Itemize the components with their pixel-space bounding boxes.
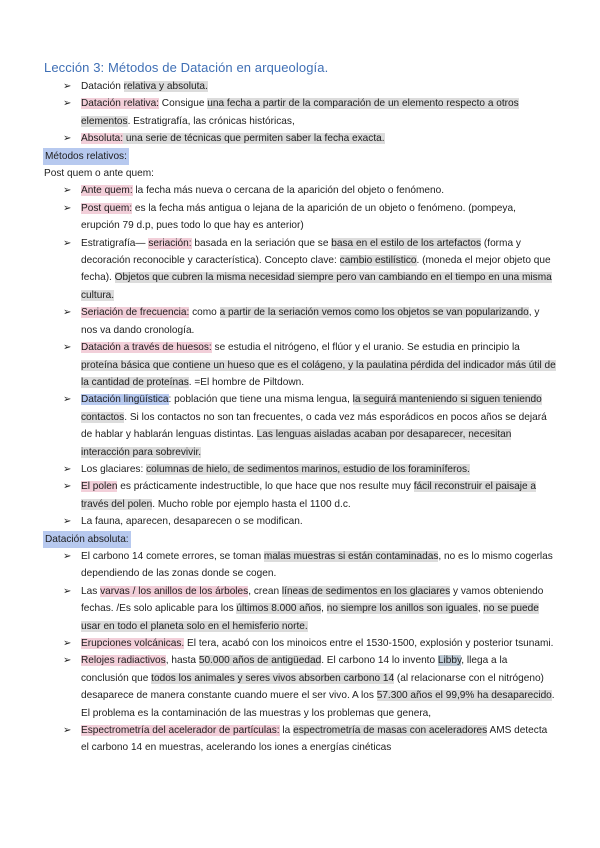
- page-title: Lección 3: Métodos de Datación en arqueología.: [44, 60, 329, 75]
- highlighted-text: Seriación de frecuencia:: [81, 307, 190, 319]
- list-item: [44, 478, 556, 513]
- text-segment: . =El hombre de Piltdown.: [188, 376, 305, 388]
- highlighted-text: Erupciones volcánicas.: [81, 638, 185, 649]
- list-item: [44, 95, 556, 130]
- document-content: [44, 58, 556, 757]
- text-segment: se estudia el nitrógeno, el flúor y el uranio. Se estudia en principio la: [211, 342, 520, 354]
- list-item: [44, 513, 556, 530]
- highlighted-text: malas muestras si están contaminadas: [263, 550, 439, 562]
- text-segment: La fauna, aparecen, desaparecen o se modifican.: [81, 516, 303, 528]
- highlighted-text: no siempre los anillos son iguales: [326, 603, 478, 615]
- highlighted-text: proteína básica que contiene un hueso que es el colágeno, y la paulatina pérdida del indicador más útil de la cantidad de proteínas: [81, 359, 556, 388]
- absolute-heading-text: Datación absoluta:: [43, 531, 131, 548]
- text-segment: ,: [321, 603, 327, 615]
- text-segment: : población que tiene una misma lengua,: [168, 394, 353, 406]
- highlighted-text: una serie de técnicas que permiten saber la fecha exacta.: [123, 133, 385, 145]
- list-item: [44, 548, 556, 583]
- highlighted-text: varvas / los anillos de los árboles: [100, 585, 249, 597]
- relative-methods-list: [44, 182, 556, 530]
- highlighted-text: seriación:: [148, 237, 192, 249]
- highlighted-text: basa en el estilo de los artefactos: [331, 237, 482, 249]
- text-segment: como: [189, 307, 220, 319]
- relative-subheading: Post quem o ante quem:: [44, 168, 154, 180]
- highlighted-text: Las lenguas aisladas acaban por desaparecer, necesitan interacción para sobrevivir.: [81, 429, 512, 458]
- highlighted-text: cambio estilístico: [339, 255, 417, 267]
- text-segment: (forma y decoración reconocible y característica). Concepto clave:: [81, 237, 521, 267]
- text-segment: . El carbono 14 lo invento: [321, 655, 438, 667]
- highlighted-text: Datación lingüística: [81, 394, 169, 406]
- highlighted-text: Post quem:: [81, 202, 133, 214]
- section-heading-absolute: [44, 531, 556, 548]
- relative-heading-text: Métodos relativos:: [43, 148, 129, 165]
- highlighted-text: todos los animales y seres vivos absorben carbono 14: [151, 672, 395, 684]
- text-segment: (al relacionarse con el nitrógeno) desaparece de manera constante cuando muere el ser vivo. A los: [81, 672, 544, 702]
- text-segment: , hasta: [165, 655, 199, 667]
- highlighted-text: El polen: [81, 481, 118, 493]
- text-segment: Datación: [81, 81, 124, 92]
- highlighted-text: Libby: [437, 655, 462, 667]
- text-segment: ,: [477, 603, 484, 615]
- text-segment: Estratigrafía—: [81, 237, 149, 249]
- list-item: [44, 339, 556, 391]
- text-segment: Las: [81, 585, 101, 597]
- text-segment: . Mucho roble por ejemplo hasta el 1100 d.c.: [152, 498, 351, 510]
- intro-list: [44, 78, 556, 148]
- text-segment: . Si los contactos no son tan frecuentes, o cada vez más esporádicos en pocos años se dejará de hablar y hablarán lenguas distintas.: [81, 411, 547, 441]
- text-segment: es prácticamente indestructible, lo que hace que nos resulte muy: [117, 481, 414, 493]
- list-item: [44, 652, 556, 722]
- list-item: [44, 722, 556, 757]
- text-segment: , llega a la conclusión que: [81, 655, 508, 684]
- highlighted-text: relativa y absoluta.: [123, 81, 208, 92]
- highlighted-text: 50.000 años de antigüedad: [198, 655, 322, 667]
- highlighted-text: Objetos que cubren la misma necesidad siempre pero van cambiando en el tiempo en una misma cultura.: [81, 272, 552, 301]
- list-item: [44, 461, 556, 478]
- text-segment: . El problema es la contaminación de las muestras y los problemas que genera,: [81, 690, 555, 719]
- list-item: [44, 304, 556, 339]
- text-segment: Consigue: [159, 98, 208, 110]
- list-item: [44, 130, 556, 147]
- text-segment: es la fecha más antigua o lejana de la aparición de un objeto o fenómeno. (pompeya, erupción 79 d.p, pues todo lo que hay es anterior): [81, 202, 516, 232]
- highlighted-text: Datación relativa:: [81, 98, 159, 110]
- text-segment: basada en la seriación que se: [191, 237, 332, 249]
- highlighted-text: espectrometría de masas con aceleradores: [293, 725, 488, 737]
- text-segment: la fecha más nueva o cercana de la aparición del objeto o fenómeno.: [132, 185, 445, 197]
- highlighted-text: una fecha a partir de la comparación de un elemento respecto a otros elementos: [81, 98, 519, 127]
- highlighted-text: líneas de sedimentos en los glaciares: [281, 585, 451, 597]
- text-segment: , no es lo mismo cogerlas dependiendo de las zonas donde se cogen.: [81, 550, 553, 580]
- highlighted-text: Absoluta:: [81, 133, 124, 145]
- list-item: [44, 391, 556, 461]
- highlighted-text: a partir de la seriación vemos como los objetos se van popularizando: [219, 307, 529, 319]
- text-segment: El carbono 14 comete errores, se toman: [81, 550, 264, 562]
- absolute-methods-list: [44, 548, 556, 757]
- text-segment: , crean: [248, 585, 282, 597]
- highlighted-text: Ante quem:: [81, 185, 133, 197]
- highlighted-text: la seguirá manteniendo si siguen teniendo contactos: [81, 394, 542, 423]
- text-segment: AMS detecta el carbono 14 en muestras, acelerando los iones a energías cinéticas: [81, 725, 548, 754]
- section-heading-relative: [44, 148, 556, 165]
- highlighted-text: Relojes radiactivos: [81, 655, 166, 667]
- highlighted-text: Datación a través de huesos:: [81, 342, 212, 354]
- list-item: [44, 78, 556, 95]
- text-segment: . Estratigrafía, las crónicas históricas,: [127, 115, 295, 127]
- list-item: [44, 200, 556, 235]
- highlighted-text: fácil reconstruir el paisaje a través del polen: [81, 481, 537, 510]
- text-segment: y vamos obteniendo fechas. /Es solo aplicable para los: [81, 585, 544, 615]
- list-item: [44, 235, 556, 305]
- highlighted-text: 57.300 años el 99,9% ha desaparecido: [376, 690, 552, 702]
- list-item: [44, 635, 556, 652]
- text-segment: Los glaciares:: [81, 463, 147, 475]
- list-item: [44, 583, 556, 635]
- list-item: [44, 182, 556, 199]
- text-segment: . (moneda el mejor objeto que fecha).: [81, 255, 551, 284]
- highlighted-text: columnas de hielo, de sedimentos marinos, estudio de los foraminíferos.: [146, 463, 470, 475]
- highlighted-text: Espectrometría del acelerador de partículas:: [81, 725, 280, 737]
- highlighted-text: últimos 8.000 años: [236, 603, 322, 615]
- highlighted-text: no se puede usar en todo el planeta solo en el hemisferio norte.: [81, 603, 539, 632]
- text-segment: El tera, acabó con los minoicos entre el 1530-1500, explosión y posterior tsunami.: [184, 638, 554, 649]
- text-segment: la: [279, 725, 294, 737]
- text-segment: , y nos va dando cronología.: [81, 307, 540, 336]
